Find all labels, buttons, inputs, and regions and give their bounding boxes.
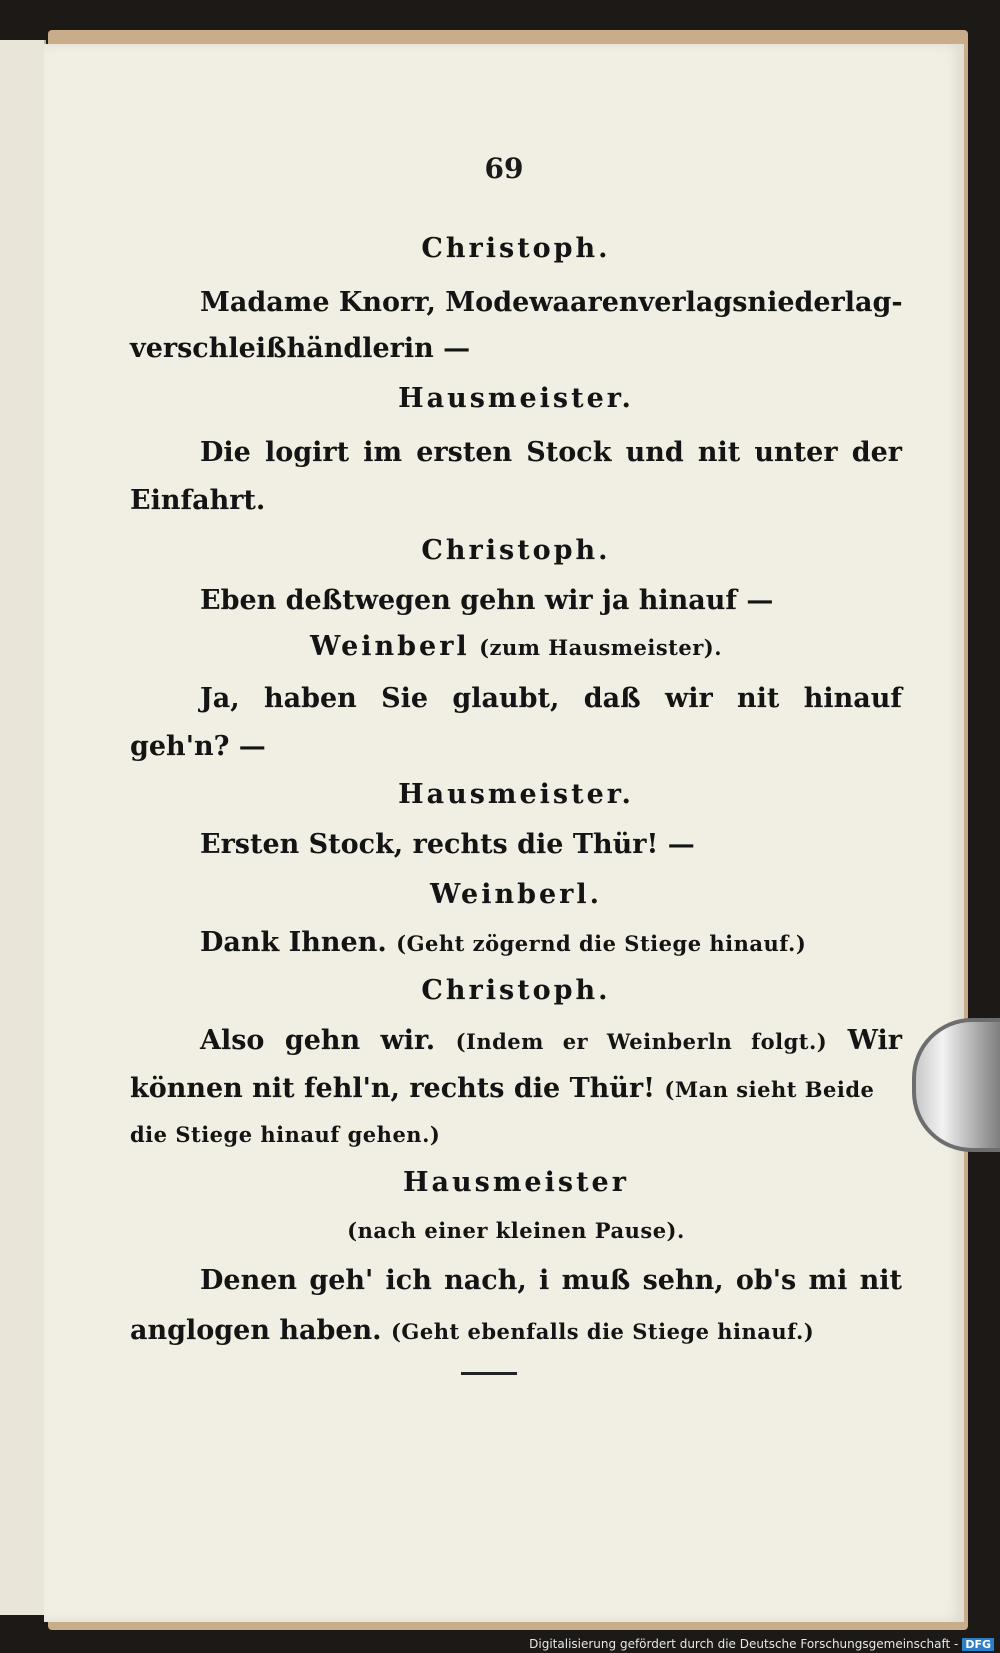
dfg-logo: DFG [962, 1638, 994, 1651]
text-line: Madame Knorr, Modewaarenverlagsniederlag- [200, 287, 903, 318]
stage-direction: (nach einer kleinen Pause). [347, 1218, 685, 1243]
speaker-name: Hausmeister. [398, 383, 634, 414]
text-line: Also gehn wir. (Indem er Weinberln folgt.) Wir [200, 1025, 902, 1056]
text-line: Dank Ihnen. (Geht zögernd die Stiege hinauf.) [200, 927, 807, 958]
text-line: Denen geh' ich nach, i muß sehn, ob's mi nit [200, 1265, 902, 1296]
digitization-footer [529, 1637, 994, 1651]
speaker-name: Hausmeister. [398, 779, 634, 810]
text-line: können nit fehl'n, rechts die Thür! (Man sieht Beide [130, 1073, 875, 1104]
speaker-name: Hausmeister [403, 1167, 629, 1198]
text-line: Die logirt im ersten Stock und nit unter der [200, 437, 902, 468]
end-rule [461, 1372, 517, 1375]
footer-text: Digitalisierung gefördert durch die Deutsche Forschungsgemeinschaft - [529, 1637, 959, 1651]
text-line: anglogen haben. (Geht ebenfalls die Stiege hinauf.) [130, 1315, 815, 1346]
left-page-edge [0, 40, 46, 1615]
speaker-name: Christoph. [421, 535, 611, 566]
speaker-with-stage-direction: Weinberl (zum Hausmeister). [309, 631, 723, 662]
text-line: geh'n? — [130, 731, 266, 762]
text-line: verschleißhändlerin — [130, 333, 471, 364]
speaker-name: Weinberl. [429, 879, 603, 910]
book-page [44, 44, 964, 1622]
text-line: Einfahrt. [130, 485, 266, 516]
text-line: Eben deßtwegen gehn wir ja hinauf — [200, 585, 774, 616]
text-line: Ersten Stock, rechts die Thür! — [200, 829, 695, 860]
text-line: Ja, haben Sie glaubt, daß wir nit hinauf [200, 683, 902, 714]
speaker-name: Christoph. [421, 975, 611, 1006]
speaker-name: Christoph. [421, 233, 611, 264]
page-number: 69 [484, 152, 524, 185]
stage-direction: die Stiege hinauf gehen.) [130, 1122, 441, 1147]
